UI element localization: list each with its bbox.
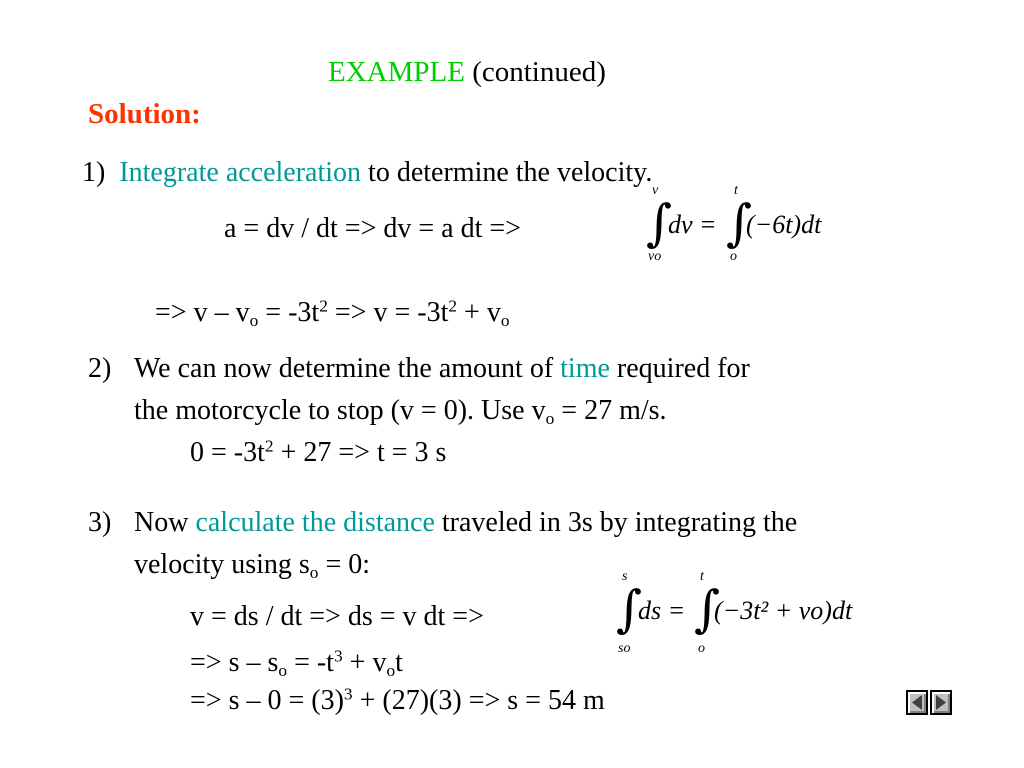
text-part: required for xyxy=(609,353,750,384)
integral-upper-limit: v xyxy=(652,183,659,198)
integrand-left: ds = xyxy=(638,596,686,625)
subscript: o xyxy=(249,310,259,330)
step1-text xyxy=(82,156,652,190)
result-part: = -3t xyxy=(258,297,320,328)
step3-line1 xyxy=(134,506,797,540)
text-part: = 27 m/s. xyxy=(554,395,667,426)
subscript: o xyxy=(386,660,396,680)
text-part: velocity using s xyxy=(134,549,310,580)
title-example: EXAMPLE xyxy=(328,56,465,88)
step2-line2 xyxy=(134,394,667,428)
triangle-left-icon xyxy=(908,692,926,713)
integrand-right: (−3t² + vo)dt xyxy=(714,596,853,625)
text-part: Now xyxy=(134,507,196,538)
result-part: + v xyxy=(457,297,501,328)
text-part: the motorcycle to stop (v = 0). Use v xyxy=(134,395,546,426)
step2-highlight: time xyxy=(560,353,610,384)
subscript: o xyxy=(500,310,510,330)
integrand-left: dv = xyxy=(668,210,717,239)
step2-number: 2) xyxy=(88,353,112,384)
superscript: 3 xyxy=(333,646,343,666)
text-part: + 27 => t = 3 s xyxy=(273,437,447,468)
step2-line3 xyxy=(190,436,446,470)
text-part: traveled in 3s by integrating the xyxy=(434,507,798,538)
step3-integral-equation xyxy=(610,568,890,658)
superscript: 2 xyxy=(264,436,274,456)
step1-result xyxy=(155,296,510,330)
integral-upper-limit: s xyxy=(622,569,628,584)
result-part: + v xyxy=(342,647,387,678)
step3-result2 xyxy=(190,684,605,718)
result-part: => v – v xyxy=(155,297,250,328)
step3-number: 3) xyxy=(88,507,112,538)
text-part: We can now determine the amount of xyxy=(134,353,561,384)
integral-lower-limit: o xyxy=(730,249,737,264)
integral-sign-icon: ∫ xyxy=(694,580,721,638)
integral-upper-limit: t xyxy=(734,183,738,198)
step1-rest: to determine the velocity. xyxy=(361,157,653,188)
text-part: = 0: xyxy=(318,549,371,580)
step1-equation: a = dv / dt => dv = a dt => xyxy=(224,213,521,244)
superscript: 2 xyxy=(319,296,328,316)
integral-lower-limit: o xyxy=(698,641,705,656)
superscript: 2 xyxy=(448,296,458,316)
step3-line2 xyxy=(134,548,370,582)
next-slide-button[interactable] xyxy=(930,690,952,715)
integral-sign-icon: ∫ xyxy=(726,194,753,252)
subscript: o xyxy=(309,562,319,582)
title-continued: (continued) xyxy=(464,56,606,88)
step2-line1 xyxy=(134,352,750,386)
triangle-right-icon xyxy=(932,692,950,713)
integral-sign-icon: ∫ xyxy=(616,580,643,638)
result-part: => s – 0 = (3) xyxy=(190,685,344,716)
integral-upper-limit: t xyxy=(700,569,704,584)
step3-equation: v = ds / dt => ds = v dt => xyxy=(190,601,484,632)
step1-number: 1) xyxy=(82,157,106,188)
superscript: 3 xyxy=(343,684,353,704)
step3-highlight: calculate the distance xyxy=(195,507,435,538)
page-title xyxy=(328,55,606,89)
text-part: 0 = -3t xyxy=(190,437,265,468)
result-part: => v = -3t xyxy=(327,297,449,328)
subscript: o xyxy=(278,660,288,680)
integrand-right: (−6t)dt xyxy=(746,210,822,239)
integral-lower-limit: vo xyxy=(648,249,662,264)
step1-highlight: Integrate acceleration xyxy=(119,157,362,188)
solution-heading: Solution: xyxy=(88,98,201,130)
previous-slide-button[interactable] xyxy=(906,690,928,715)
subscript: o xyxy=(545,408,555,428)
result-part: + (27)(3) => s = 54 m xyxy=(352,685,605,716)
integral-lower-limit: so xyxy=(618,641,631,656)
step1-integral-equation xyxy=(640,182,860,272)
result-part: = -t xyxy=(287,647,334,678)
integral-sign-icon: ∫ xyxy=(646,194,673,252)
step3-result1 xyxy=(190,646,403,680)
result-part: t xyxy=(395,647,403,678)
result-part: => s – s xyxy=(190,647,279,678)
